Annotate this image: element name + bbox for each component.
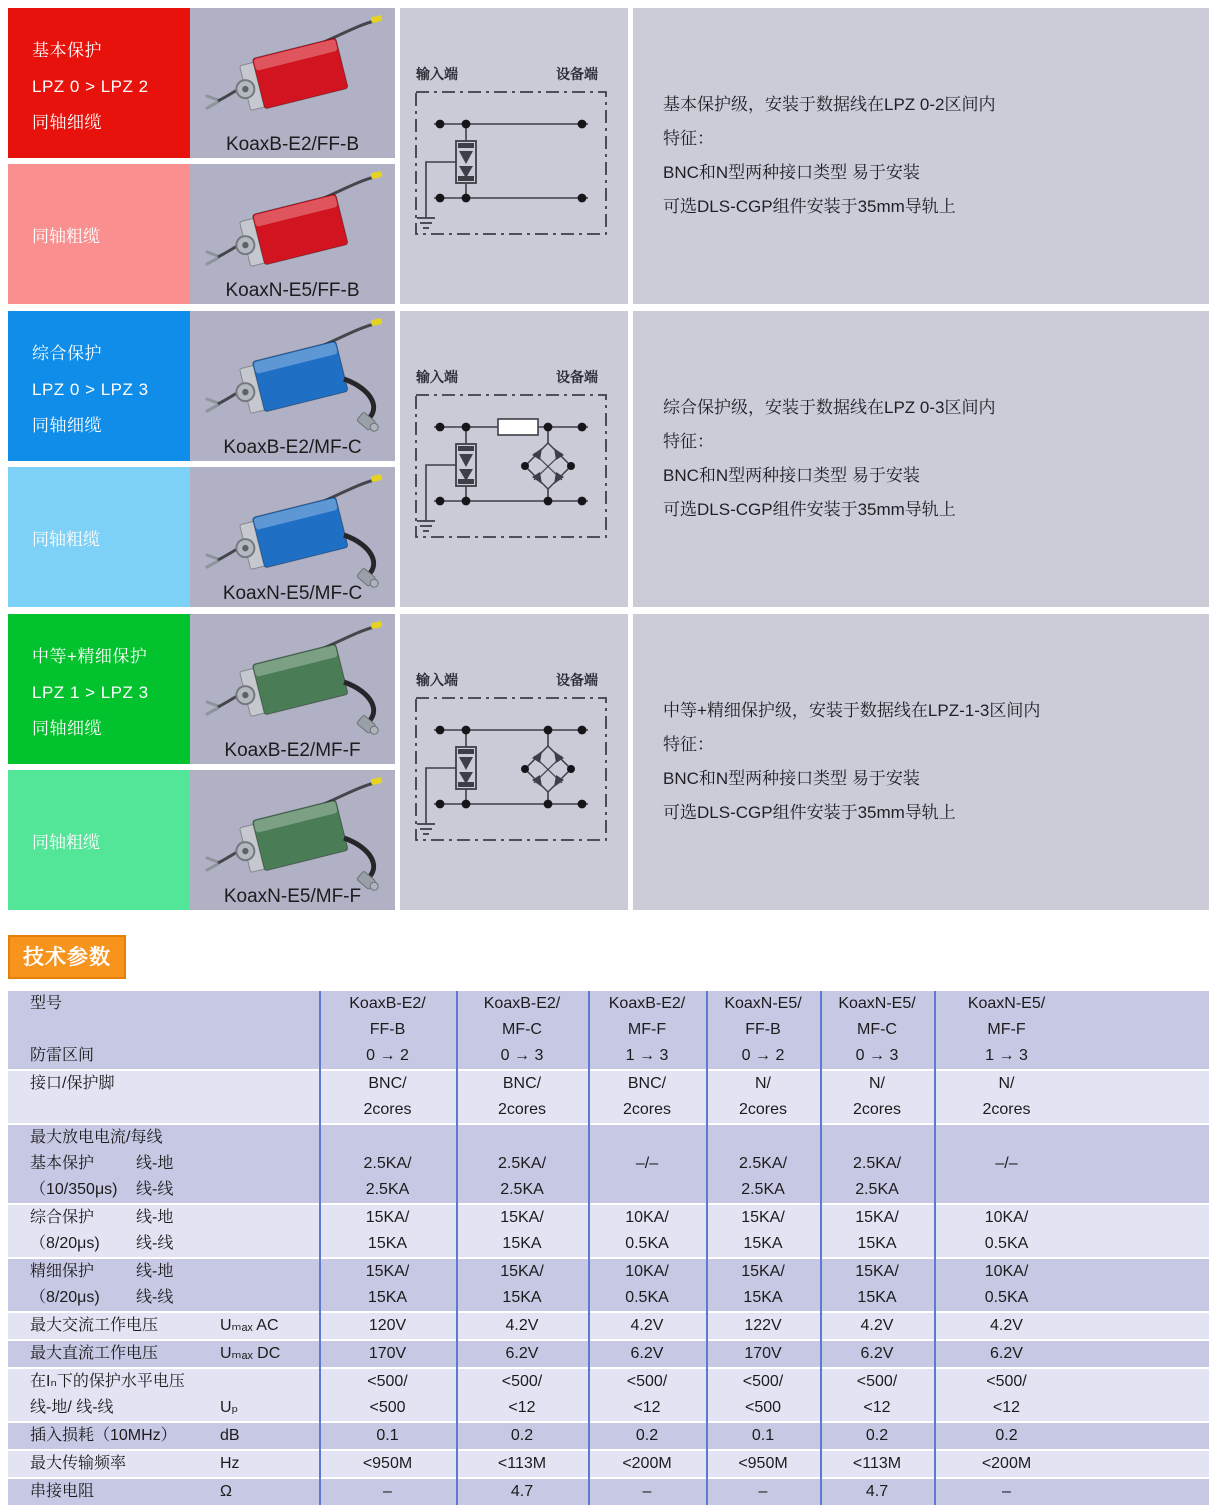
spec-value: 2.5KA/ [738, 1155, 788, 1172]
group-title-cell [8, 614, 190, 764]
product-cell [190, 311, 395, 461]
table-row [8, 1395, 1209, 1421]
table-band [8, 991, 1209, 1069]
spec-value: 4.2V [860, 1317, 894, 1334]
table-row [8, 1231, 1209, 1257]
spec-value: – [383, 1483, 392, 1500]
spec-value: MF-F [987, 1021, 1026, 1038]
spec-value: <200M [981, 1455, 1032, 1472]
column-divider [934, 991, 936, 1505]
spec-value: <12 [992, 1399, 1021, 1416]
row-label: （8/20μs) [30, 1289, 100, 1306]
spec-value: 4.2V [630, 1317, 664, 1334]
row-label: 插入损耗（10MHz） [30, 1427, 177, 1444]
spec-value: <500/ [742, 1373, 784, 1390]
spec-value: –/– [635, 1155, 659, 1172]
spec-value: 4.7 [865, 1483, 889, 1500]
product-image-column [190, 614, 395, 910]
row-label-cell [8, 1285, 319, 1311]
product-image-column [190, 8, 395, 304]
spec-value: N/ [755, 1075, 771, 1092]
group-subtitle-cell [8, 770, 190, 910]
spec-value: 10KA/ [984, 1263, 1029, 1280]
circuit-diagram-cell [400, 311, 628, 607]
spec-value: 0.5KA [984, 1235, 1029, 1252]
spec-value: 120V [368, 1317, 407, 1334]
spec-value [588, 1177, 706, 1203]
row-label: 在Iₙ下的保护水平电压 [30, 1373, 185, 1390]
row-sublabel: 线-地 [136, 1209, 174, 1226]
section-header-badge: 技术参数 [8, 935, 126, 979]
description-line: BNC和N型两种接口类型 易于安装 [663, 163, 920, 182]
row-label-cell [8, 1151, 319, 1177]
spec-value: 0 → 2 [366, 1047, 409, 1064]
row-label-cell [8, 1043, 319, 1069]
row-symbol: Uₘₐₓ AC [220, 1317, 279, 1334]
group-title-line: 综合保护 [32, 344, 102, 363]
row-label: 最大交流工作电压 [30, 1317, 159, 1334]
spec-value: 15KA/ [741, 1263, 785, 1280]
spec-value [934, 1177, 1209, 1203]
spec-value: BNC/ [502, 1075, 542, 1092]
spec-value: 0 → 2 [741, 1047, 785, 1064]
device-image [194, 774, 390, 897]
circuit-diagram [406, 86, 628, 249]
table-row [8, 1043, 1209, 1069]
product-group-combined [8, 311, 1209, 607]
row-label-cell [8, 1231, 319, 1257]
spec-value: <500/ [367, 1373, 408, 1390]
group-subtitle: 同轴粗缆 [32, 226, 100, 246]
spec-value: MF-C [857, 1021, 897, 1038]
group-subtitle-cell [8, 164, 190, 304]
column-divider [319, 991, 321, 1505]
description-line: 中等+精细保护级，安装于数据线在LPZ-1-3区间内 [663, 701, 1041, 720]
circuit-diagram [406, 692, 628, 855]
spec-value: 15KA [367, 1289, 408, 1306]
table-band [8, 1259, 1209, 1311]
spec-value: –/– [995, 1155, 1018, 1172]
table-row [8, 1177, 1209, 1203]
group-title-cell [8, 8, 190, 158]
spec-value: 170V [744, 1345, 782, 1362]
product-model: KoaxB-E2/MF-F [224, 740, 361, 761]
product-model: KoaxN-E5/MF-F [223, 886, 362, 907]
row-label: 精细保护 [30, 1263, 95, 1280]
table-band [8, 1369, 1209, 1421]
device-image [194, 471, 390, 594]
row-label-cell [8, 1341, 319, 1367]
spec-value: 2.5KA [741, 1181, 785, 1198]
spec-value: 2.5KA/ [852, 1155, 902, 1172]
row-label: 最大传输频率 [30, 1455, 127, 1472]
row-label-cell [8, 1313, 319, 1339]
spec-value: 2cores [497, 1101, 547, 1118]
table-row [8, 1369, 1209, 1395]
group-title-line: 同轴细缆 [32, 719, 102, 738]
group-description [633, 311, 1209, 607]
column-divider [706, 991, 708, 1505]
spec-value: 15KA/ [855, 1209, 899, 1226]
spec-value: 2.5KA/ [497, 1155, 547, 1172]
spec-value [706, 1125, 820, 1151]
group-title-line: LPZ 1 > LPZ 3 [32, 683, 149, 702]
group-title-line: 同轴细缆 [32, 113, 102, 132]
row-label-cell [8, 1177, 319, 1203]
spec-value: MF-C [502, 1021, 542, 1038]
row-label-cell [8, 1097, 319, 1123]
row-label-cell [8, 1017, 319, 1043]
row-symbol: dB [220, 1427, 240, 1444]
product-group-basic [8, 8, 1209, 304]
spec-value: 15KA [857, 1289, 897, 1306]
spec-value: 2cores [622, 1101, 672, 1118]
spec-value: 4.2V [505, 1317, 539, 1334]
product-image-column [190, 311, 395, 607]
spec-value: KoaxB-E2/ [483, 995, 561, 1012]
row-label-cell [8, 1071, 319, 1097]
spec-value: 10KA/ [984, 1209, 1029, 1226]
table-band [8, 1071, 1209, 1123]
description-line: 特征： [663, 129, 714, 148]
diagram-device-label: 设备端 [556, 671, 598, 688]
table-row [8, 1071, 1209, 1097]
row-label-cell [8, 1451, 319, 1477]
spec-value: KoaxN-E5/ [724, 995, 802, 1012]
table-row [8, 1259, 1209, 1285]
spec-value: 15KA [743, 1289, 783, 1306]
product-model: KoaxB-E2/FF-B [225, 134, 360, 155]
spec-value: 2cores [363, 1101, 412, 1118]
spec-value: 0.5KA [984, 1289, 1029, 1306]
column-divider [820, 991, 822, 1505]
row-sublabel: 线-线 [136, 1181, 174, 1198]
spec-value: 4.2V [990, 1317, 1023, 1334]
spec-value: 2cores [982, 1101, 1031, 1118]
group-subtitle: 同轴粗缆 [32, 832, 100, 852]
spec-value: – [642, 1483, 652, 1500]
diagram-input-label: 输入端 [416, 671, 458, 688]
table-band [8, 1205, 1209, 1257]
spec-value: N/ [998, 1075, 1015, 1092]
spec-value: 15KA/ [855, 1263, 899, 1280]
spec-value: 15KA [857, 1235, 897, 1252]
spec-value: 2.5KA [365, 1181, 410, 1198]
row-label: 串接电阻 [30, 1483, 95, 1500]
group-label-column [8, 614, 190, 910]
table-row [8, 1479, 1209, 1505]
group-description [633, 8, 1209, 304]
row-label-cell [8, 1205, 319, 1231]
spec-value: <500 [744, 1399, 782, 1416]
spec-value: <12 [633, 1399, 661, 1416]
spec-value: 0 → 3 [500, 1047, 544, 1064]
spec-value: 0.2 [510, 1427, 534, 1444]
group-title-line: 同轴细缆 [32, 416, 102, 435]
group-title-cell [8, 311, 190, 461]
device-image [194, 168, 390, 291]
spec-value: 0.1 [376, 1427, 399, 1444]
table-row [8, 1341, 1209, 1367]
spec-value: KoaxN-E5/ [967, 995, 1046, 1012]
spec-value: N/ [869, 1075, 885, 1092]
spec-value: 2.5KA [855, 1181, 899, 1198]
spec-value: 15KA [743, 1235, 783, 1252]
spec-value: <950M [362, 1455, 413, 1472]
spec-value: 10KA/ [625, 1209, 669, 1226]
spec-value: 6.2V [505, 1345, 539, 1362]
diagram-input-label: 输入端 [416, 65, 458, 82]
table-row [8, 1205, 1209, 1231]
spec-value: 15KA [367, 1235, 408, 1252]
description-line: BNC和N型两种接口类型 易于安装 [663, 466, 920, 485]
description-line: 综合保护级，安装于数据线在LPZ 0-3区间内 [663, 398, 996, 417]
row-symbol: Hz [220, 1455, 240, 1472]
description-line: 特征： [663, 735, 714, 754]
row-label: 防雷区间 [30, 1047, 95, 1064]
row-label: 综合保护 [30, 1209, 95, 1226]
table-row [8, 1125, 1209, 1151]
spec-value [820, 1125, 934, 1151]
spec-value: 0.5KA [625, 1289, 669, 1306]
spec-value: 2.5KA/ [363, 1155, 412, 1172]
product-cell [190, 8, 395, 158]
spec-value: 2cores [738, 1101, 788, 1118]
row-label: 最大直流工作电压 [30, 1345, 159, 1362]
spec-value: 0.1 [751, 1427, 775, 1444]
spec-value: 15KA/ [365, 1263, 410, 1280]
spec-value: KoaxN-E5/ [838, 995, 916, 1012]
row-sublabel: 线-地 [136, 1263, 174, 1280]
spec-value: – [1002, 1483, 1011, 1500]
row-label-cell [8, 1259, 319, 1285]
diagram-device-label: 设备端 [556, 65, 598, 82]
spec-value [456, 1125, 588, 1151]
spec-value: 0.5KA [625, 1235, 669, 1252]
spec-value: <500 [369, 1399, 406, 1416]
spec-value: 0.2 [635, 1427, 659, 1444]
spec-value: BNC/ [368, 1075, 407, 1092]
spec-value: 15KA [502, 1235, 542, 1252]
column-divider [456, 991, 458, 1505]
spec-value: 122V [744, 1317, 782, 1334]
row-label-cell [8, 1369, 319, 1395]
row-label-cell [8, 1125, 319, 1151]
spec-value: 1 → 3 [985, 1047, 1028, 1064]
spec-value: 6.2V [630, 1345, 664, 1362]
row-sublabel: 线-线 [136, 1289, 174, 1306]
table-row [8, 1097, 1209, 1123]
row-label-cell [8, 1423, 319, 1449]
row-label-cell [8, 991, 319, 1017]
group-subtitle-cell [8, 467, 190, 607]
row-label: 线-地/ 线-线 [30, 1399, 114, 1416]
table-row [8, 1451, 1209, 1477]
group-label-column [8, 311, 190, 607]
row-label: 接口/保护脚 [30, 1075, 115, 1092]
spec-value: 6.2V [990, 1345, 1023, 1362]
spec-value: 0.2 [865, 1427, 889, 1444]
row-label: 基本保护 [30, 1155, 95, 1172]
product-group-medium-fine [8, 614, 1209, 910]
description-line: BNC和N型两种接口类型 易于安装 [663, 769, 920, 788]
spec-value: BNC/ [627, 1075, 667, 1092]
spec-value [319, 1125, 456, 1151]
spec-value: <12 [863, 1399, 891, 1416]
spec-value: KoaxB-E2/ [349, 995, 426, 1012]
spec-value: <113M [497, 1455, 547, 1472]
diagram-device-label: 设备端 [556, 368, 598, 385]
spec-value: FF-B [369, 1021, 406, 1038]
table-row [8, 1151, 1209, 1177]
product-model: KoaxN-E5/MF-C [222, 583, 363, 604]
table-band [8, 1125, 1209, 1203]
description-line: 可选DLS-CGP组件安装于35mm导轨上 [663, 500, 956, 519]
spec-value: 4.7 [510, 1483, 534, 1500]
spec-value [588, 1125, 706, 1151]
row-label: 型号 [30, 995, 63, 1012]
table-row [8, 1017, 1209, 1043]
circuit-diagram-cell [400, 614, 628, 910]
product-cell [190, 164, 395, 304]
product-model: KoaxN-E5/FF-B [225, 280, 360, 301]
device-image [194, 315, 390, 438]
row-symbol: Ω [220, 1483, 232, 1500]
row-sublabel: 线-线 [136, 1235, 174, 1252]
spec-table [8, 991, 1209, 1505]
row-label-cell [8, 1395, 319, 1421]
spec-value: 10KA/ [625, 1263, 669, 1280]
row-label: （8/20μs) [30, 1235, 100, 1252]
device-image [194, 12, 390, 135]
column-divider [588, 991, 590, 1505]
device-image [194, 618, 390, 741]
spec-value: 2cores [852, 1101, 902, 1118]
product-cell [190, 467, 395, 607]
table-band [8, 1341, 1209, 1367]
row-label: 最大放电电流/每线 [30, 1129, 163, 1146]
group-subtitle: 同轴粗缆 [32, 529, 100, 549]
group-title-line: 基本保护 [32, 41, 102, 60]
spec-value: 6.2V [860, 1345, 894, 1362]
spec-value: <200M [622, 1455, 672, 1472]
spec-value: MF-F [627, 1021, 667, 1038]
spec-value: <12 [508, 1399, 536, 1416]
spec-value [934, 1125, 1209, 1151]
table-band [8, 1451, 1209, 1477]
spec-value: <500/ [986, 1373, 1027, 1390]
row-sublabel: 线-地 [136, 1155, 174, 1172]
spec-value: KoaxB-E2/ [608, 995, 686, 1012]
spec-value: <500/ [626, 1373, 668, 1390]
spec-value: 0 → 3 [855, 1047, 899, 1064]
group-title-line: LPZ 0 > LPZ 2 [32, 77, 149, 96]
product-model: KoaxB-E2/MF-C [223, 437, 362, 458]
table-band [8, 1423, 1209, 1449]
row-symbol: Uₚ [220, 1399, 239, 1416]
spec-value: 0.2 [995, 1427, 1018, 1444]
table-row [8, 1285, 1209, 1311]
diagram-input-label: 输入端 [416, 368, 458, 385]
spec-value: <950M [738, 1455, 788, 1472]
spec-value: <500/ [856, 1373, 898, 1390]
table-row [8, 991, 1209, 1017]
table-row [8, 1423, 1209, 1449]
spec-value: FF-B [745, 1021, 781, 1038]
group-label-column [8, 8, 190, 304]
spec-value: 15KA [502, 1289, 542, 1306]
spec-value: <113M [852, 1455, 902, 1472]
spec-value: 15KA/ [741, 1209, 785, 1226]
spec-value: 170V [368, 1345, 407, 1362]
circuit-diagram-cell [400, 8, 628, 304]
table-row [8, 1313, 1209, 1339]
group-title-line: 中等+精细保护 [32, 647, 148, 666]
description-line: 可选DLS-CGP组件安装于35mm导轨上 [663, 803, 956, 822]
circuit-diagram [406, 389, 628, 552]
spec-value: 15KA/ [365, 1209, 410, 1226]
group-description [633, 614, 1209, 910]
spec-value: 15KA/ [500, 1209, 544, 1226]
group-title-line: LPZ 0 > LPZ 3 [32, 380, 149, 399]
product-cell [190, 614, 395, 764]
spec-value: – [758, 1483, 768, 1500]
spec-value: 2.5KA [500, 1181, 544, 1198]
description-line: 特征： [663, 432, 714, 451]
description-line: 基本保护级，安装于数据线在LPZ 0-2区间内 [663, 95, 996, 114]
description-line: 可选DLS-CGP组件安装于35mm导轨上 [663, 197, 956, 216]
spec-value: 1 → 3 [625, 1047, 669, 1064]
spec-value: 15KA/ [500, 1263, 544, 1280]
table-band [8, 1313, 1209, 1339]
row-label: （10/350μs) [30, 1181, 118, 1198]
table-band [8, 1479, 1209, 1505]
row-label-cell [8, 1479, 319, 1505]
product-cell [190, 770, 395, 910]
row-symbol: Uₘₐₓ DC [220, 1345, 281, 1362]
spec-value: <500/ [501, 1373, 543, 1390]
